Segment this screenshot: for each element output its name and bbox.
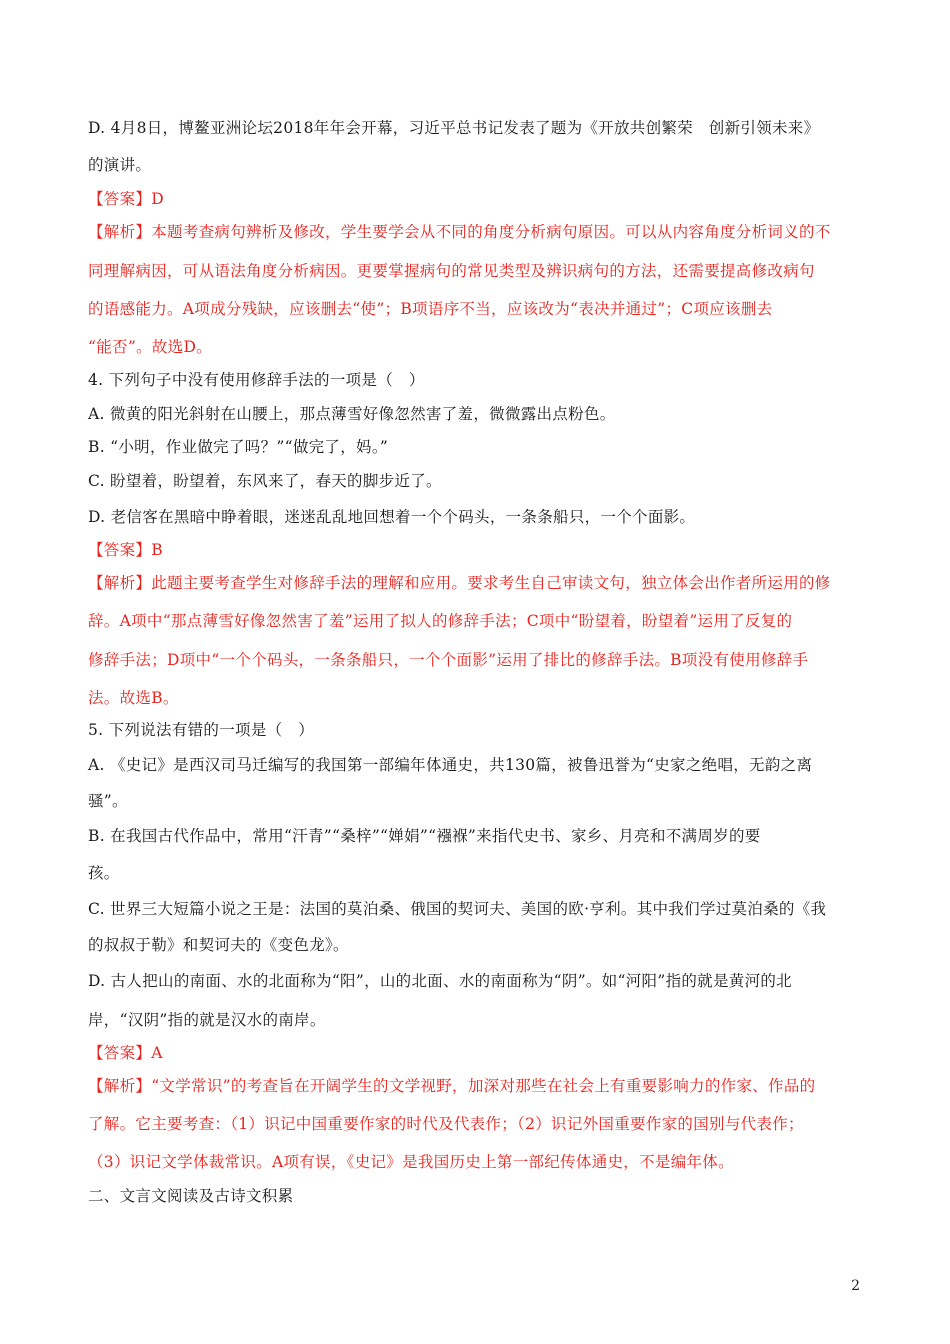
answer-line: 辞。A项中“那点薄雪好像忽然害了羞”运用了拟人的修辞手法；C项中“盼望着，盼望着”运用了反复的 <box>88 612 793 630</box>
answer-line: 法。故选B。 <box>88 689 179 707</box>
answer-line: 【答案】D <box>88 190 164 208</box>
question-line: 4. 下列句子中没有使用修辞手法的一项是（ ） <box>88 371 425 389</box>
question-line: C. 盼望着，盼望着，东风来了，春天的脚步近了。 <box>88 472 442 490</box>
page-number: 2 <box>851 1278 860 1294</box>
question-line: D. 古人把山的南面、水的北面称为“阳”，山的北面、水的南面称为“阴”。如“河阳”指的就是黄河的北 <box>88 972 792 990</box>
answer-line: 【解析】本题考查病句辨析及修改，学生要学会从不同的角度分析病句原因。可以从内容角度分析词义的不 <box>88 223 831 241</box>
question-line: B. 在我国古代作品中，常用“汗青”“桑梓”“婵娟”“襁褓”来指代史书、家乡、月亮和不满周岁的要 <box>88 827 761 845</box>
answer-line: 同理解病因，可从语法角度分析病因。更要掌握病句的常见类型及辨识病句的方法，还需要提高修改病句 <box>88 262 815 280</box>
answer-line: 【解析】此题主要考查学生对修辞手法的理解和应用。要求考生自己审读文句，独立体会出作者所运用的修 <box>88 574 831 592</box>
answer-line: 【答案】B <box>88 541 163 559</box>
answer-line: 的语感能力。A项成分残缺，应该删去“使”；B项语序不当，应该改为“表决并通过”；C项应该删去 <box>88 300 773 318</box>
question-line: A. 微黄的阳光斜射在山腰上，那点薄雪好像忽然害了羞，微微露出点粉色。 <box>88 405 616 423</box>
answer-line: “能否”。故选D。 <box>88 338 212 356</box>
answer-line: 了解。它主要考查：（1）识记中国重要作家的时代及代表作；（2）识记外国重要作家的国别与代表作； <box>88 1115 804 1133</box>
question-line: D. 老信客在黑暗中睁着眼，迷迷乱乱地回想着一个个码头，一条条船只，一个个面影。 <box>88 508 696 526</box>
question-line: A. 《史记》是西汉司马迁编写的我国第一部编年体通史，共130篇，被鲁迅誉为“史家之绝唱，无韵之离 <box>88 756 813 774</box>
question-line: 的叔叔于勒》和契诃夫的《变色龙》。 <box>88 936 349 954</box>
question-line: 的演讲。 <box>88 156 152 174</box>
question-line: D. 4月8日，博鳌亚洲论坛2018年年会开幕，习近平总书记发表了题为《开放共创繁荣 创新引领未来》 <box>88 119 820 137</box>
question-line: 5. 下列说法有错的一项是（ ） <box>88 721 315 739</box>
answer-line: 【解析】“文学常识”的考查旨在开阔学生的文学视野，加深对那些在社会上有重要影响力的作家、作品的 <box>88 1077 816 1095</box>
answer-line: 修辞手法；D项中“一个个码头，一条条船只，一个个面影”运用了排比的修辞手法。B项没有使用修辞手 <box>88 651 809 669</box>
question-line: B. “小明，作业做完了吗？”“做完了，妈。” <box>88 438 389 456</box>
answer-line: 【答案】A <box>88 1044 163 1062</box>
question-line: 二、文言文阅读及古诗文积累 <box>88 1187 294 1205</box>
question-line: 骚”。 <box>88 792 128 810</box>
question-line: 岸，“汉阴”指的就是汉水的南岸。 <box>88 1011 326 1029</box>
question-line: 孩。 <box>88 864 120 882</box>
question-line: C. 世界三大短篇小说之王是：法国的莫泊桑、俄国的契诃夫、美国的欧·亨利。其中我们学过莫泊桑的《我 <box>88 900 827 918</box>
answer-line: （3）识记文学体裁常识。A项有误，《史记》是我国历史上第一部纪传体通史，不是编年体。 <box>88 1153 734 1171</box>
